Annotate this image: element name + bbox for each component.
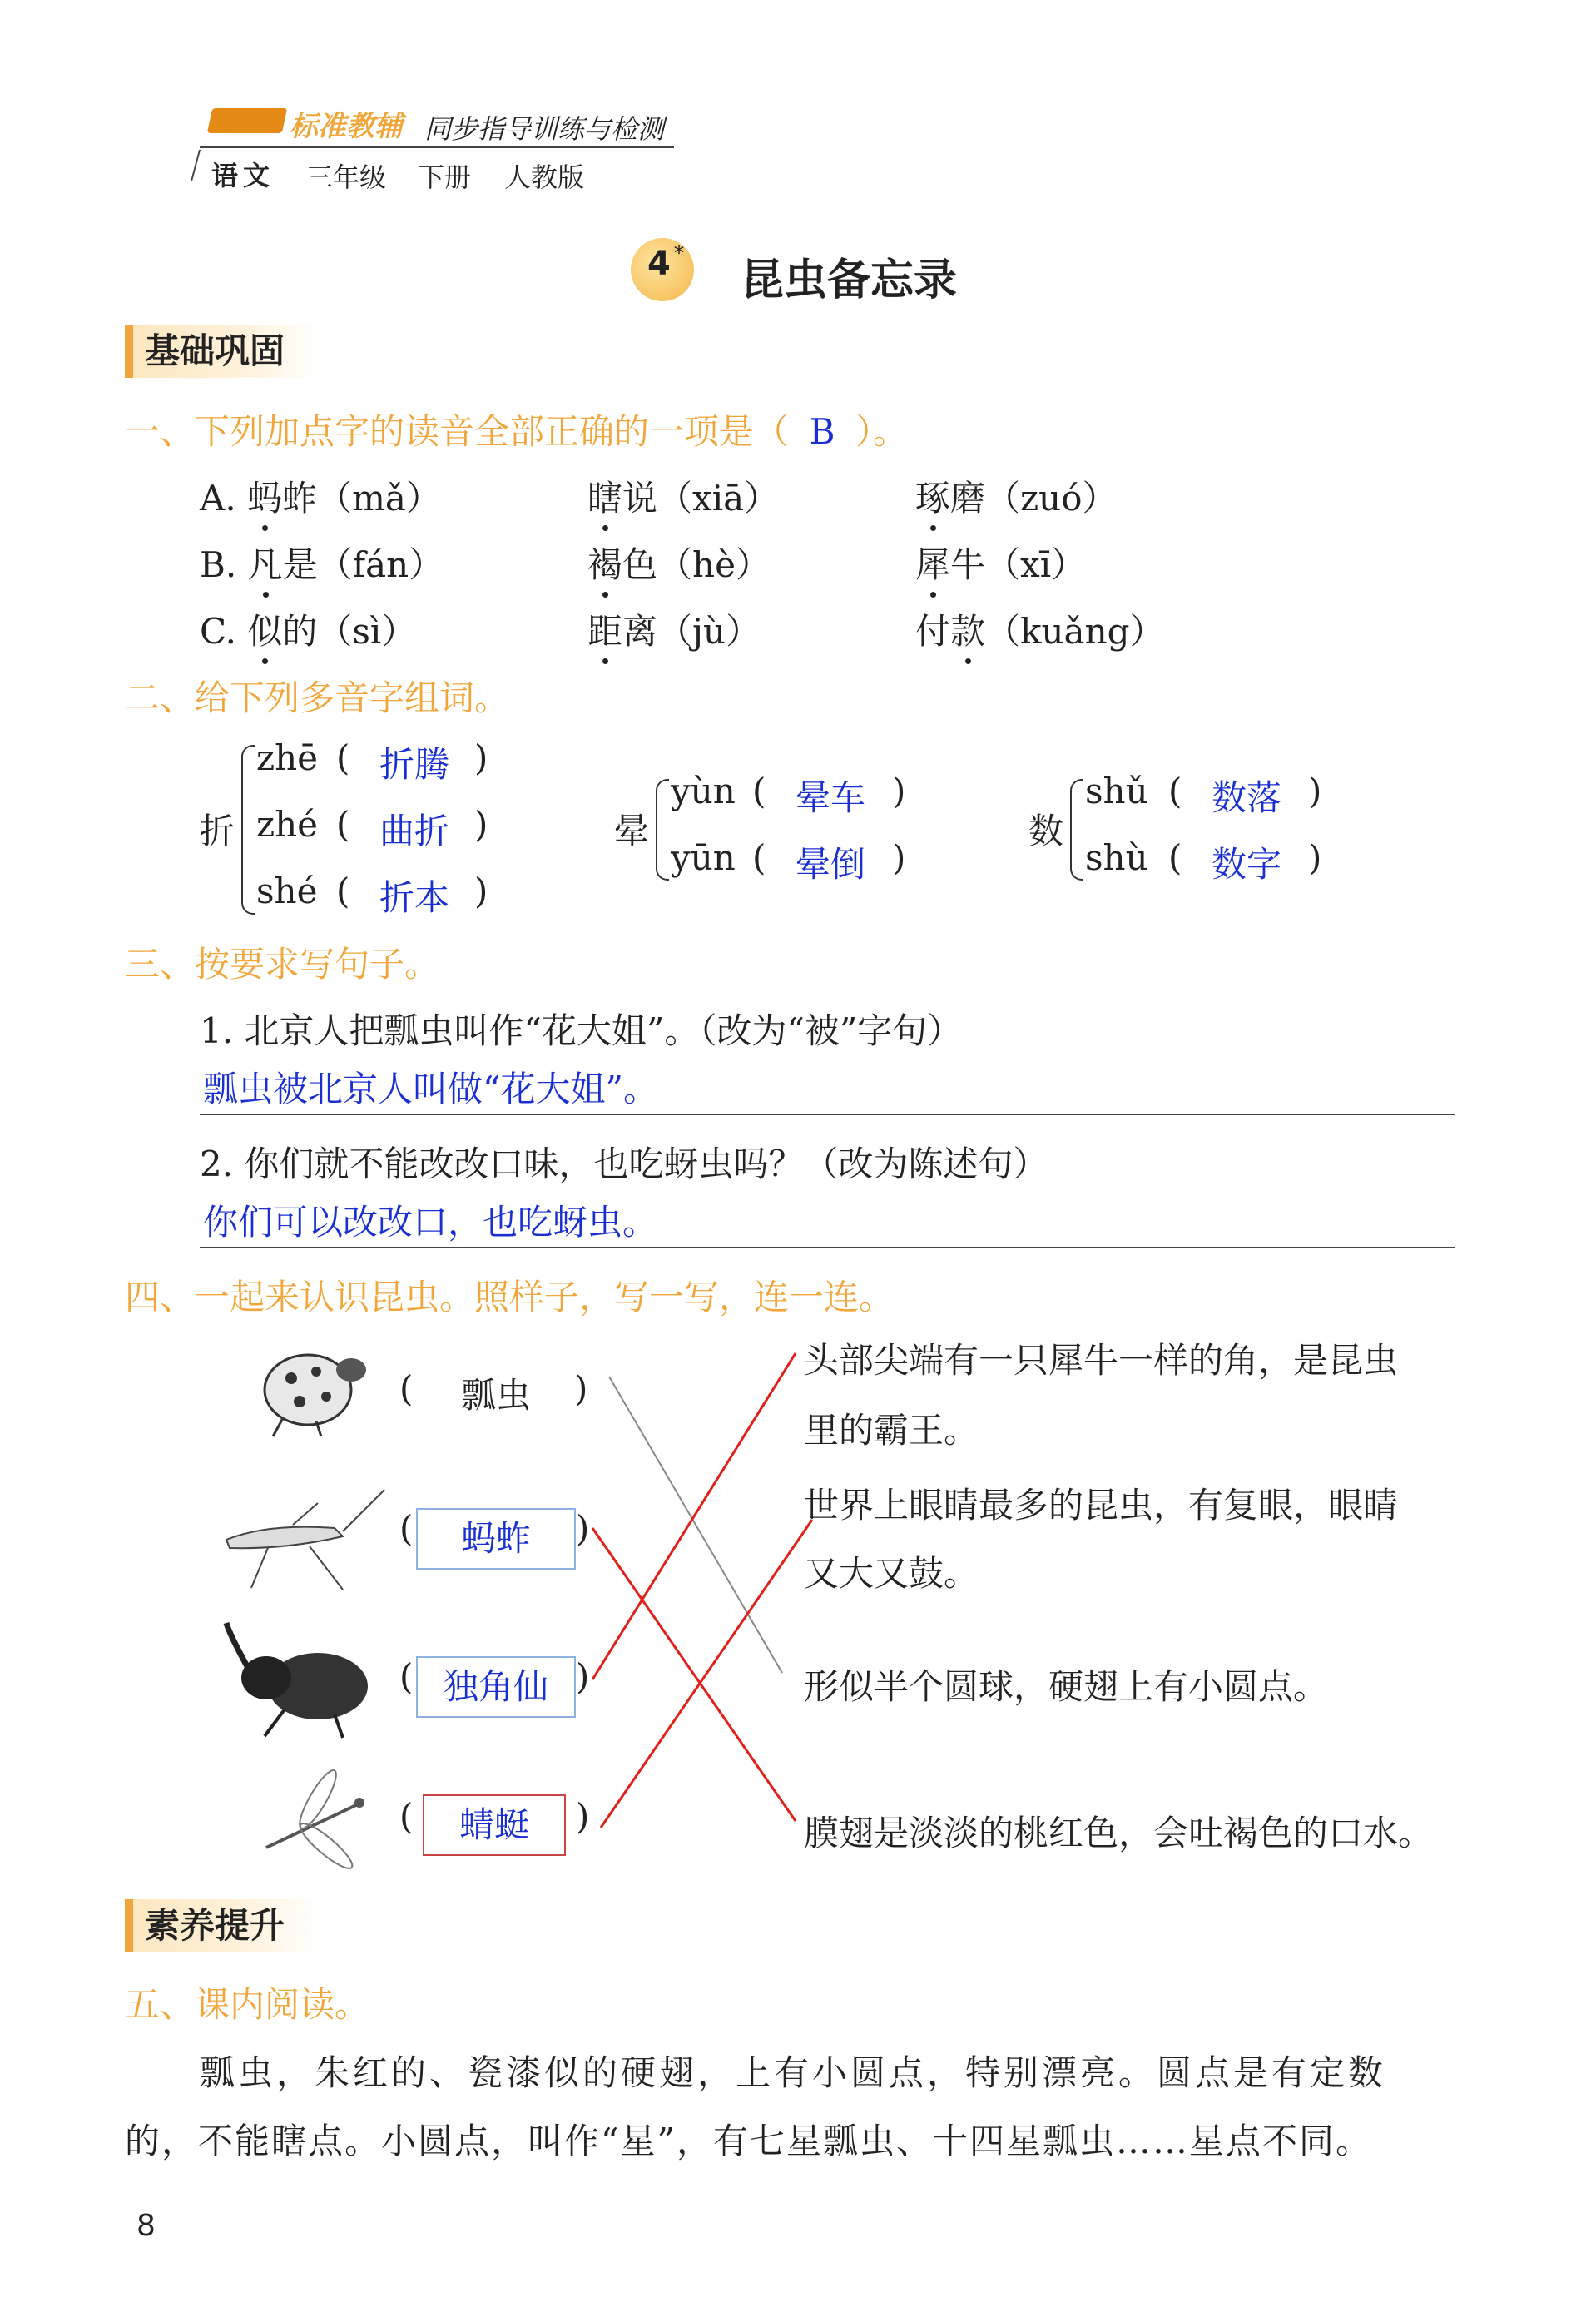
q2-prompt: 二、给下列多音字组词。 <box>125 677 510 718</box>
paren-r: ) <box>1308 837 1322 878</box>
paren-r: ) <box>892 837 906 878</box>
lesson-number: 4 <box>647 245 671 283</box>
desc-beetle-line1: 头部尖端有一只犀牛一样的角，是昆虫 <box>804 1340 1399 1381</box>
section-advanced-label: 素养提升 <box>133 1899 318 1952</box>
py-zhe2: zhé <box>256 804 319 845</box>
paren-l: ( <box>1168 837 1182 878</box>
ans-zhe1: 折腾 <box>379 744 450 785</box>
page-number: 8 <box>136 2209 156 2243</box>
q5-passage-line2: 的，不能瞎点。小圆点，叫作“星”，有七星瓢虫、十四星瓢虫……星点不同。 <box>125 2121 1372 2161</box>
lesson-optional-mark: * <box>674 241 684 265</box>
section-basic-label: 基础巩固 <box>133 325 318 378</box>
py-zhe1: zhē <box>256 737 319 778</box>
q1-option-a1: A. 蚂蚱（mǎ） <box>200 471 441 521</box>
q3-item2-answer: 你们可以改改口，也吃蚜虫。 <box>203 1202 658 1243</box>
py-shu2: shù <box>1085 837 1148 878</box>
series-title: 同步指导训练与检测 <box>424 113 665 145</box>
match-line-grasshopper <box>592 1528 796 1821</box>
py-zhe3: shé <box>256 871 318 911</box>
paren-l: ( <box>336 871 350 911</box>
py-yun1: yùn <box>671 771 736 811</box>
paren-l: ( <box>336 804 350 845</box>
paren-l: ( <box>399 1508 414 1549</box>
match-line-ladybug <box>609 1377 782 1673</box>
brand-name: 标准教辅 <box>290 110 403 143</box>
q1-option-c2: 距离（jù） <box>587 604 761 654</box>
match-line-dragonfly <box>601 1520 812 1828</box>
ans-yun2: 晕倒 <box>796 844 866 885</box>
q1-option-b3: 犀牛（xī） <box>915 538 1086 588</box>
ans-yun1: 晕车 <box>796 777 866 818</box>
q1-option-b1: B. 凡是（fán） <box>200 538 444 588</box>
ans-zhe2: 曲折 <box>379 811 450 851</box>
paren-l: ( <box>399 1796 414 1837</box>
match-line-beetle <box>592 1353 796 1679</box>
paren-r: ) <box>474 804 488 845</box>
paren-r: ) <box>576 1796 590 1837</box>
q3-item1-answer: 瓢虫被北京人叫做“花大姐”。 <box>203 1069 658 1109</box>
insect-name-beetle: 独角仙 <box>416 1656 576 1718</box>
py-yun2: yūn <box>671 837 736 878</box>
paren-l: ( <box>399 1368 414 1409</box>
polyphone-char-shu: 数 <box>1028 811 1064 851</box>
q1-option-c3: 付款（kuǎng） <box>915 604 1165 654</box>
q5-prompt: 五、课内阅读。 <box>125 1984 370 2025</box>
q3-item1-question: 1. 北京人把瓢虫叫作“花大姐”。（改为“被”字句） <box>200 1010 963 1051</box>
py-shu1: shǔ <box>1085 771 1148 811</box>
q4-prompt: 四、一起来认识昆虫。照样子，写一写，连一连。 <box>125 1277 895 1317</box>
insect-name-grasshopper: 蚂蚱 <box>416 1508 576 1570</box>
desc-dragonfly-line2: 又大又鼓。 <box>804 1553 979 1594</box>
subject-label: 语文 <box>211 160 275 191</box>
paren-r: ) <box>574 1368 588 1409</box>
paren-r: ) <box>474 737 488 778</box>
edition-label: 人教版 <box>504 161 585 193</box>
paren-r: ) <box>474 871 488 911</box>
polyphone-char-zhe: 折 <box>200 811 235 851</box>
desc-beetle-line2: 里的霸王。 <box>804 1410 979 1451</box>
paren-l: ( <box>399 1656 414 1697</box>
lesson-title: 昆虫备忘录 <box>741 255 958 305</box>
q5-passage-line1: 瓢虫，朱红的、瓷漆似的硬翅，上有小圆点，特别漂亮。圆点是有定数 <box>200 2052 1387 2093</box>
q3-item2-question: 2. 你们就不能改改口味，也吃蚜虫吗？（改为陈述句） <box>200 1144 1048 1184</box>
paren-l: ( <box>752 771 766 811</box>
paren-l: ( <box>336 737 350 778</box>
paren-r: ) <box>892 771 906 811</box>
ans-zhe3: 折本 <box>379 877 450 918</box>
ans-shu1: 数落 <box>1212 777 1282 818</box>
q1-answer: B <box>809 411 835 452</box>
q1-option-b2: 褐色（hè） <box>587 538 771 588</box>
q1-prompt: 一、下列加点字的读音全部正确的一项是（ B ）。 <box>125 411 909 452</box>
paren-l: ( <box>1168 771 1182 811</box>
polyphone-char-yun: 晕 <box>614 811 650 851</box>
section-advanced <box>125 1899 318 1952</box>
paren-r: ) <box>1308 771 1322 811</box>
desc-ladybug: 形似半个圆球，硬翅上有小圆点。 <box>804 1666 1329 1707</box>
q1-option-a3: 琢磨（zuó） <box>915 471 1117 521</box>
desc-dragonfly-line1: 世界上眼睛最多的昆虫，有复眼，眼睛 <box>804 1485 1399 1526</box>
ans-shu2: 数字 <box>1212 844 1282 885</box>
paren-r: ) <box>576 1508 590 1549</box>
volume-label: 下册 <box>418 161 472 193</box>
q1-option-c1: C. 似的（sì） <box>200 604 416 654</box>
q1-option-a2: 瞎说（xiā） <box>587 471 779 521</box>
paren-l: ( <box>752 837 766 878</box>
insect-name-ladybug: 瓢虫 <box>461 1375 532 1416</box>
q3-prompt: 三、按要求写句子。 <box>125 944 440 985</box>
desc-grasshopper: 膜翅是淡淡的桃红色，会吐褐色的口水。 <box>804 1813 1434 1853</box>
insect-name-dragonfly: 蜻蜓 <box>423 1794 566 1856</box>
paren-r: ) <box>576 1656 590 1697</box>
grade-label: 三年级 <box>306 161 387 193</box>
